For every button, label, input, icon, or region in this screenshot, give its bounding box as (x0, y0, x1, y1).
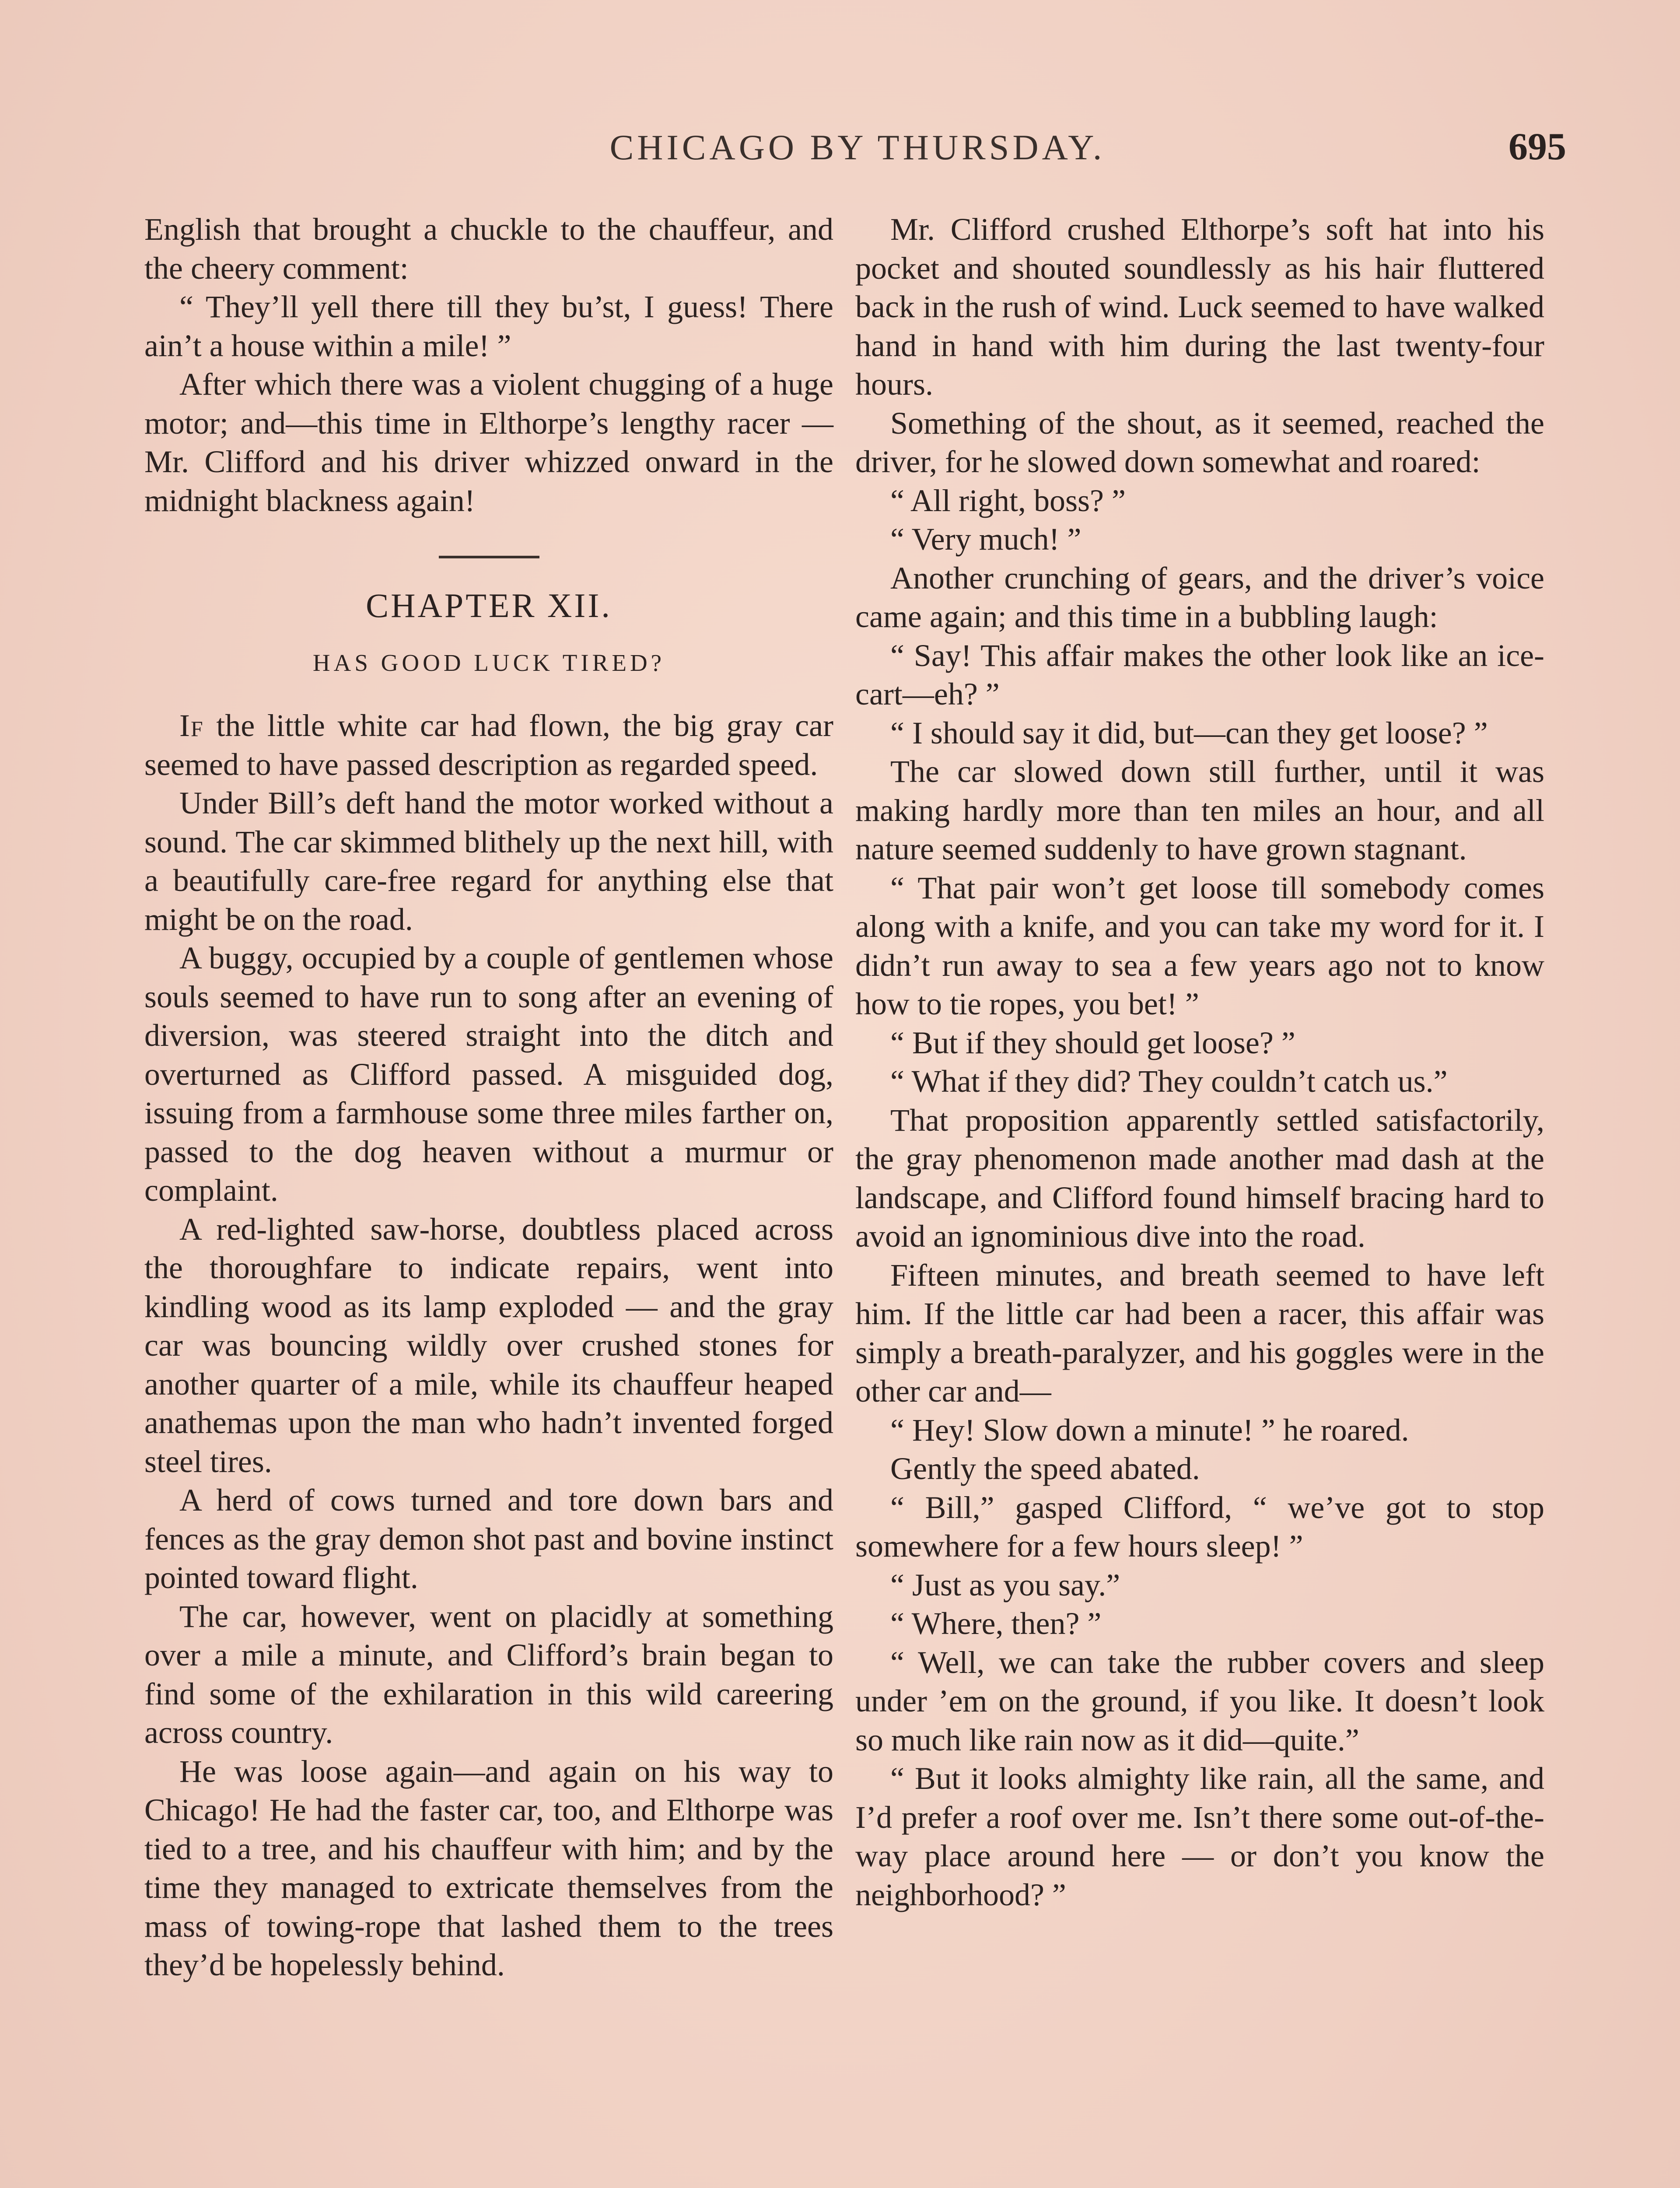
running-title: CHICAGO BY THURSDAY. (609, 127, 1106, 167)
paragraph: After which there was a violent chugging of a huge motor; and—this time in Elthorpe’s lengthy racer — Mr. Clifford and his driver whizzed onward in the midnight blackness again! (144, 367, 833, 518)
paragraph: He was loose again—and again on his way to Chicago! He had the faster car, too, and Elthorpe was tied to a tree, and his chauffeur with him; and by the time they managed to extricate themselves from the mass of towing-rope that lashed them to the trees they’d be hopelessly behind. (144, 1753, 833, 1982)
paragraph: A red-lighted saw-horse, doubtless placed across the thoroughfare to indicate repairs, went into kindling wood as its lamp exploded — and the gray car was bouncing wildly over crushed stones for another quarter of a mile, while its chauffeur heaped anathemas upon the man who hadn’t invented forged steel tires. (144, 1211, 833, 1479)
paragraph: That proposition apparently settled satisfactorily, the gray phenomenon made another mad dash at the landscape, and Clifford found himself bracing hard to avoid an ignominious dive into the road. (855, 1102, 1544, 1254)
paragraph: The car slowed down still further, until it was making hardly more than ten miles an hour, and all nature seemed suddenly to have grown stagnant. (855, 754, 1544, 866)
opening-paragraph-text: the little white car had flown, the big gray car seemed to have passed description as regarded speed. (144, 708, 833, 782)
paragraph: “ I should say it did, but—can they get loose? ” (890, 715, 1488, 750)
paragraph: “ Bill,” gasped Clifford, “ we’ve got to stop somewhere for a few hours sleep! ” (855, 1490, 1544, 1564)
paragraph: “ Just as you say.” (890, 1567, 1120, 1602)
paragraph: Gently the speed abated. (890, 1451, 1200, 1486)
paragraph: Under Bill’s deft hand the motor worked without a sound. The car skimmed blithely up the next hill, with a beautifully care-free regard for anything else that might be on the road. (144, 785, 833, 937)
paragraph: Mr. Clifford crushed Elthorpe’s soft hat into his pocket and shouted soundlessly as his hair fluttered back in the rush of wind. Luck seemed to have walked hand in hand with him during the last twenty-four hours. (855, 212, 1544, 402)
paragraph: Something of the shout, as it seemed, reached the driver, for he slowed down somewhat and roared: (855, 405, 1544, 479)
paragraph: A herd of cows turned and tore down bars and fences as the gray demon shot past and bovine instinct pointed toward flight. (144, 1483, 833, 1595)
paragraph: “ They’ll yell there till they bu’st, I guess! There ain’t a house within a mile! ” (144, 289, 833, 363)
chapter-heading: CHAPTER XII. (366, 586, 612, 624)
paragraph: Another crunching of gears, and the driver’s voice came again; and this time in a bubbling laugh: (855, 560, 1544, 634)
paragraph: A buggy, occupied by a couple of gentlemen whose souls seemed to have run to song after an evening of diversion, was steered straight into the ditch and overturned as Clifford passed. A misguided dog, issuing from a farmhouse some three miles farther on, passed to the dog heaven without a murmur or complaint. (144, 940, 833, 1208)
paragraph: “ Say! This affair makes the other look like an ice-cart—eh? ” (855, 638, 1544, 712)
chapter-subtitle: HAS GOOD LUCK TIRED? (312, 649, 665, 676)
paragraph: “ But it looks almighty like rain, all the same, and I’d prefer a roof over me. Isn’t there some out-of-the-way place around here — or don’t you know the neighborhood? ” (855, 1761, 1544, 1912)
opening-word: If (179, 708, 204, 743)
right-column (855, 210, 1544, 1914)
paragraph: Fifteen minutes, and breath seemed to have left him. If the little car had been a racer, this affair was simply a breath-paralyzer, and his goggles were in the other car and— (855, 1257, 1544, 1409)
paragraph: “ That pair won’t get loose till somebody comes along with a knife, and you can take my word for it. I didn’t run away to sea a few years ago not to know how to tie ropes, you bet! ” (855, 870, 1544, 1021)
paragraph: “ Hey! Slow down a minute! ” he roared. (890, 1412, 1409, 1448)
section-divider (439, 556, 539, 558)
paragraph: “ Well, we can take the rubber covers and sleep under ’em on the ground, if you like. It doesn’t look so much like rain now as it did—quite.” (855, 1645, 1544, 1757)
paragraph: “ But if they should get loose? ” (890, 1025, 1295, 1060)
paragraph: “ All right, boss? ” (890, 483, 1126, 518)
chapter-opening-paragraph (144, 706, 833, 784)
paragraph: The car, however, went on placidly at something over a mile a minute, and Clifford’s brain began to find some of the exhilaration in this wild careering across country. (144, 1599, 833, 1750)
paragraph: English that brought a chuckle to the chauffeur, and the cheery comment: (144, 212, 833, 286)
page-number: 695 (1508, 126, 1566, 168)
left-column (144, 210, 833, 1985)
paragraph: “ Where, then? ” (890, 1606, 1102, 1641)
paragraph: “ Very much! ” (890, 522, 1082, 557)
paragraph: “ What if they did? They couldn’t catch us.” (890, 1064, 1448, 1099)
